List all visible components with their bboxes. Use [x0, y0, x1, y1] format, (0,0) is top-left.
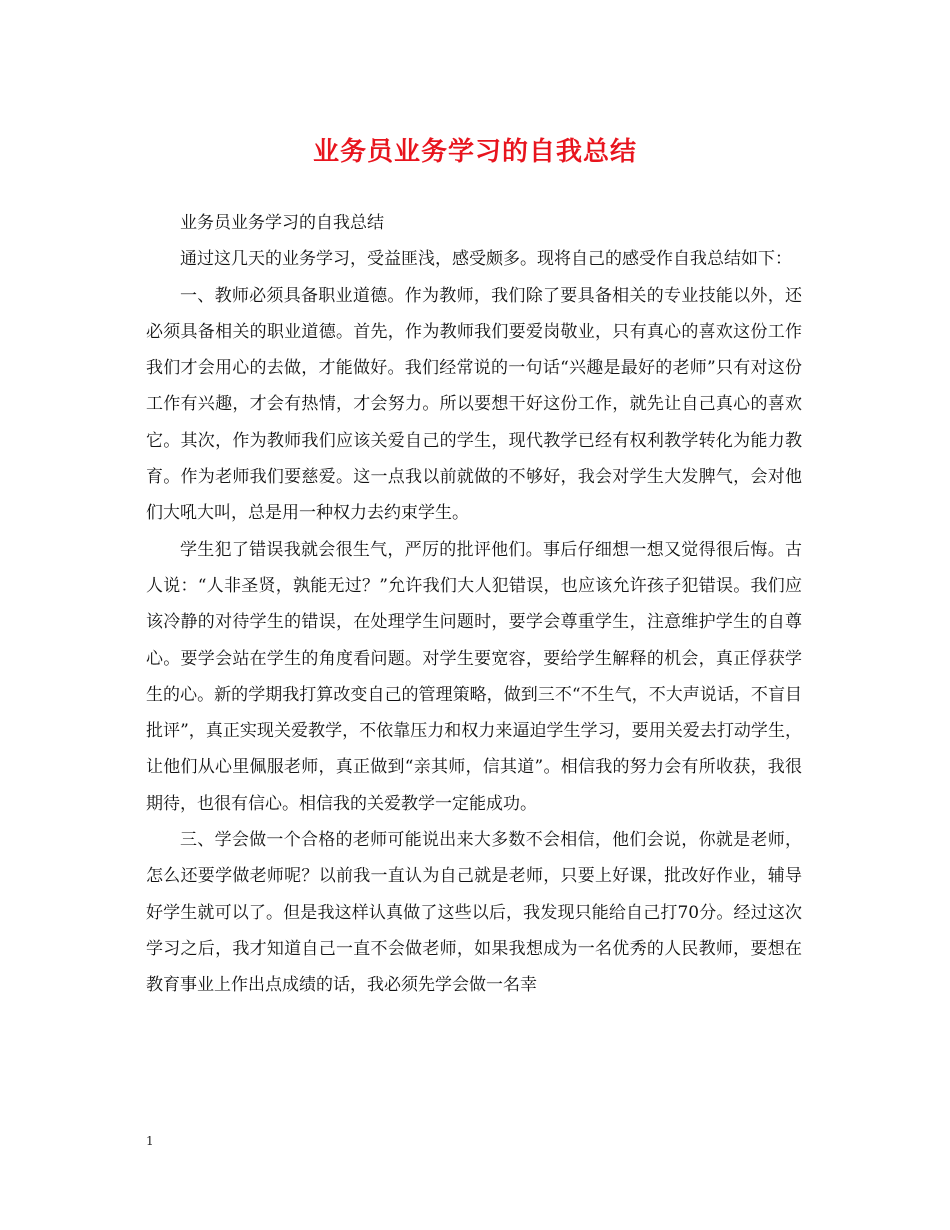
paragraph-intro: 通过这几天的业务学习，受益匪浅，感受颇多。现将自己的感受作自我总结如下：: [180, 249, 792, 270]
document-body: [146, 205, 802, 1004]
paragraph-subtitle: 业务员业务学习的自我总结: [180, 213, 384, 233]
paragraph-qualified-teacher: 三、学会做一个合格的老师可能说出来大多数不会相信，他们会说，你就是老师，怎么还要学做老师呢？以前我一直认为自己就是老师，只要上好课，批改好作业，辅导好学生就可以了。但是我这样认真做了这些以后，我发现只能给自己打70分。经过这次学习之后，我才知道自己一直不会做老师，如果我想成为一名优秀的人民教师，要想在教育事业上作出点成绩的话，我必须先学会做一名幸: [146, 830, 802, 996]
paragraph-ethics: 一、教师必须具备职业道德。作为教师，我们除了要具备相关的专业技能以外，还必须具备相关的职业道德。首先，作为教师我们要爱岗敬业，只有真心的喜欢这份工作我们才会用心的去做，才能做好。我们经常说的一句话“兴趣是最好的老师”只有对这份工作有兴趣，才会有热情，才会努力。所以要想干好这份工作，就先让自己真心的喜欢它。其次，作为教师我们应该关爱自己的学生，现代教学已经有权利教学转化为能力教育。作为老师我们要慈爱。这一点我以前就做的不够好，我会对学生大发脾气，会对他们大吼大叫，总是用一种权力去约束学生。: [146, 285, 802, 524]
paragraph-mistakes: 学生犯了错误我就会很生气，严厉的批评他们。事后仔细想一想又觉得很后悔。古人说：“人非圣贤，孰能无过？”允许我们大人犯错误，也应该允许孩子犯错误。我们应该冷静的对待学生的错误，在处理学生问题时，要学会尊重学生，注意维护学生的自尊心。要学会站在学生的角度看问题。对学生要宽容，要给学生解释的机会，真正俘获学生的心。新的学期我打算改变自己的管理策略，做到三不“不生气，不大声说话，不盲目批评”，真正实现关爱教学，不依靠压力和权力来逼迫学生学习，要用关爱去打动学生，让他们从心里佩服老师，真正做到“亲其师，信其道”。相信我的努力会有所收获，我很期待，也很有信心。相信我的关爱教学一定能成功。: [146, 539, 802, 814]
page-number: 1: [146, 1134, 154, 1148]
document-title: 业务员业务学习的自我总结: [312, 137, 637, 167]
